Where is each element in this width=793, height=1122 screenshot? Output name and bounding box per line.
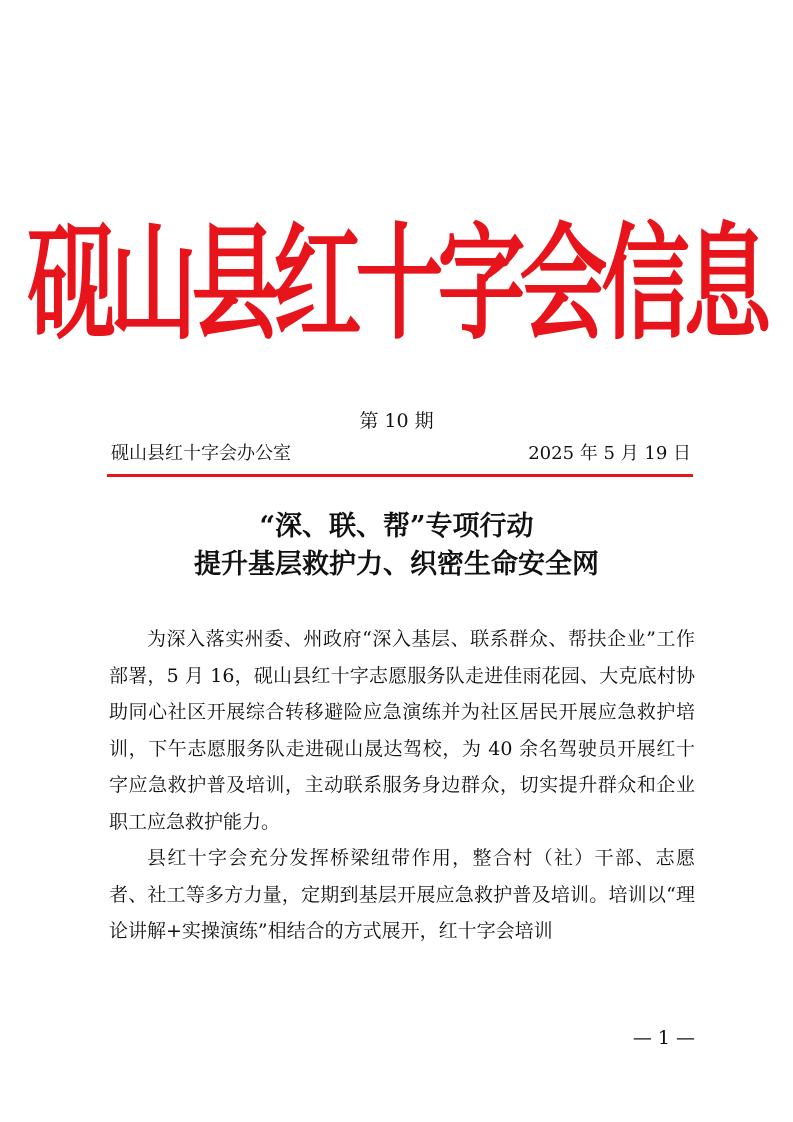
paragraph: 为深入落实州委、州政府“深入基层、联系群众、帮扶企业”工作部署，5 月 16，砚山县红十字志愿服务队走进佳雨花园、大克底村协助同心社区开展综合转移避险应急演练并为社区居民开展应急救护培训，下午志愿服务队走进砚山晟达驾校，为 40 余名驾驶员开展红十字应急救护普及培训，主动联系服务身边群众，切实提升群众和企业职工应急救护能力。 [109,628,695,833]
headline-line-1: “深、联、帮”专项行动 [259,511,534,542]
red-divider [107,474,693,477]
page-number: — 1 — [632,1027,695,1049]
issue-number: 第 10 期 [359,410,434,432]
article-body [109,621,695,950]
issue-date: 2025 年 5 月 19 日 [528,443,691,464]
issuing-office: 砚山县红十字会办公室 [111,443,291,464]
paragraph: 县红十字会充分发挥桥梁纽带作用，整合村（社）干部、志愿者、社工等多方力量，定期到基层开展应急救护普及培训。培训以“理论讲解+实操演练”相结合的方式展开，红十字会培训 [109,847,695,942]
headline-line-2: 提升基层救护力、织密生命安全网 [194,549,599,580]
masthead-title: 砚山县红十字会信息 [27,210,766,357]
